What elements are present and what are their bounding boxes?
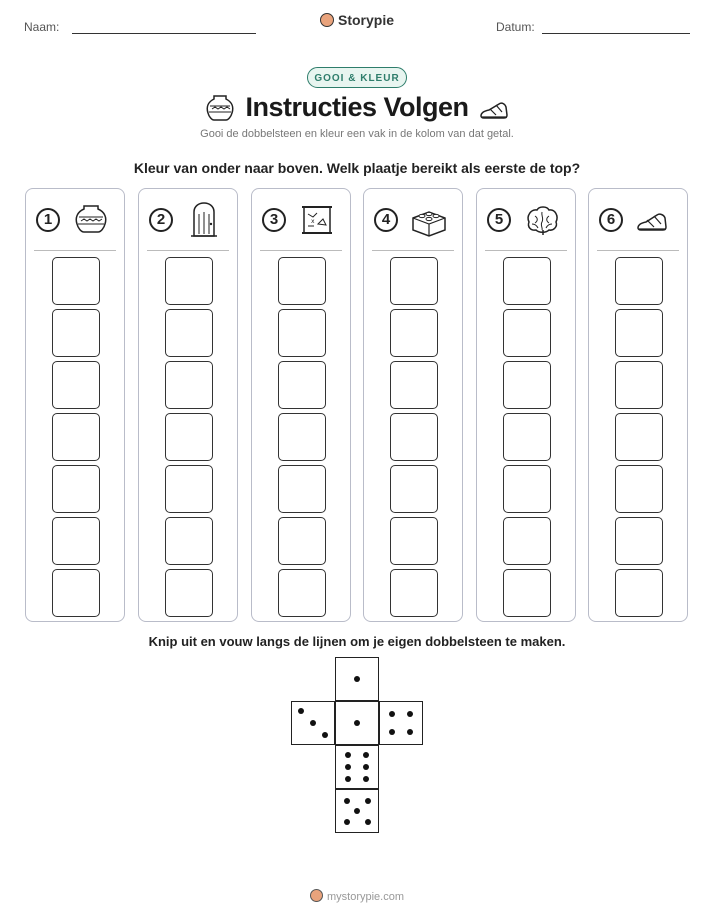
color-cell[interactable] xyxy=(52,413,100,461)
color-cell[interactable] xyxy=(165,465,213,513)
column-number: 5 xyxy=(487,208,511,232)
color-cell[interactable] xyxy=(52,361,100,409)
die-pip xyxy=(345,776,351,782)
page-title: Instructies Volgen xyxy=(245,92,469,122)
column-divider xyxy=(260,250,342,251)
color-cell[interactable] xyxy=(278,517,326,565)
storypie-logo-icon xyxy=(310,889,323,902)
color-cell[interactable] xyxy=(390,309,438,357)
color-cell[interactable] xyxy=(278,257,326,305)
color-cell[interactable] xyxy=(390,465,438,513)
color-cell[interactable] xyxy=(503,361,551,409)
column-divider xyxy=(372,250,454,251)
die-pip xyxy=(322,732,328,738)
column-number: 6 xyxy=(599,208,623,232)
sandal-icon xyxy=(478,92,510,124)
column-number: 2 xyxy=(149,208,173,232)
die-pip xyxy=(363,776,369,782)
color-cell[interactable] xyxy=(165,569,213,617)
lego-brick-icon xyxy=(410,202,448,238)
die-pip xyxy=(354,676,360,682)
date-field-line[interactable] xyxy=(542,33,690,34)
brain-icon xyxy=(523,202,561,238)
sandal-icon xyxy=(635,202,673,238)
color-cell[interactable] xyxy=(615,361,663,409)
column-divider xyxy=(485,250,567,251)
color-cell[interactable] xyxy=(165,517,213,565)
die-pip xyxy=(310,720,316,726)
map-icon xyxy=(298,202,336,238)
die-face-4 xyxy=(379,701,423,745)
die-face-1 xyxy=(335,701,379,745)
die-pip xyxy=(365,798,371,804)
die-pip xyxy=(407,729,413,735)
column-number: 1 xyxy=(36,208,60,232)
subtitle: Gooi de dobbelsteen en kleur een vak in de kolom van dat getal. xyxy=(200,128,514,140)
die-pip xyxy=(389,711,395,717)
color-cell[interactable] xyxy=(503,257,551,305)
die-face-5 xyxy=(335,789,379,833)
column-4 xyxy=(363,188,463,622)
color-cell[interactable] xyxy=(503,569,551,617)
color-cell[interactable] xyxy=(390,257,438,305)
date-label: Datum: xyxy=(496,20,535,34)
column-3 xyxy=(251,188,351,622)
brand-name: Storypie xyxy=(337,12,394,28)
footer-url[interactable]: mystorypie.com xyxy=(326,891,405,903)
die-face-1 xyxy=(335,657,379,701)
color-cell[interactable] xyxy=(503,413,551,461)
color-cell[interactable] xyxy=(165,309,213,357)
color-cell[interactable] xyxy=(278,309,326,357)
die-pip xyxy=(298,708,304,714)
die-pip xyxy=(354,808,360,814)
vase-icon xyxy=(72,202,110,238)
storypie-logo-icon xyxy=(320,13,334,27)
color-cell[interactable] xyxy=(278,569,326,617)
color-cell[interactable] xyxy=(390,517,438,565)
color-cell[interactable] xyxy=(52,465,100,513)
color-cell[interactable] xyxy=(615,517,663,565)
die-pip xyxy=(363,764,369,770)
color-cell[interactable] xyxy=(52,257,100,305)
color-cell[interactable] xyxy=(165,257,213,305)
category-badge: GOOI & KLEUR xyxy=(307,67,407,88)
color-cell[interactable] xyxy=(278,413,326,461)
name-field-line[interactable] xyxy=(72,33,256,34)
die-pip xyxy=(365,819,371,825)
color-cell[interactable] xyxy=(278,465,326,513)
question: Kleur van onder naar boven. Welk plaatje bereikt als eerste de top? xyxy=(133,160,581,176)
color-cell[interactable] xyxy=(390,569,438,617)
die-pip xyxy=(389,729,395,735)
cut-instruction: Knip uit en vouw langs de lijnen om je eigen dobbelsteen te maken. xyxy=(148,634,566,649)
die-pip xyxy=(344,819,350,825)
color-cell[interactable] xyxy=(390,361,438,409)
svg-text:x: x xyxy=(311,218,315,225)
die-pip xyxy=(345,764,351,770)
die-pip xyxy=(344,798,350,804)
column-divider xyxy=(34,250,116,251)
die-pip xyxy=(363,752,369,758)
die-pip xyxy=(354,720,360,726)
name-label: Naam: xyxy=(24,20,60,34)
color-cell[interactable] xyxy=(52,517,100,565)
color-cell[interactable] xyxy=(615,569,663,617)
color-cell[interactable] xyxy=(503,517,551,565)
column-1 xyxy=(25,188,125,622)
color-cell[interactable] xyxy=(615,413,663,461)
column-number: 4 xyxy=(374,208,398,232)
brand-logo xyxy=(0,12,714,28)
color-cell[interactable] xyxy=(165,361,213,409)
color-cell[interactable] xyxy=(615,465,663,513)
column-number: 3 xyxy=(262,208,286,232)
die-pip xyxy=(345,752,351,758)
column-divider xyxy=(147,250,229,251)
column-2 xyxy=(138,188,238,622)
column-5 xyxy=(476,188,576,622)
color-cell[interactable] xyxy=(615,309,663,357)
color-cell[interactable] xyxy=(390,413,438,461)
color-cell[interactable] xyxy=(52,569,100,617)
color-cell[interactable] xyxy=(52,309,100,357)
column-6 xyxy=(588,188,688,622)
column-divider xyxy=(597,250,679,251)
color-cell[interactable] xyxy=(615,257,663,305)
die-face-3 xyxy=(291,701,335,745)
door-icon xyxy=(185,202,223,238)
color-cell[interactable] xyxy=(278,361,326,409)
color-cell[interactable] xyxy=(165,413,213,461)
die-pip xyxy=(407,711,413,717)
die-face-6 xyxy=(335,745,379,789)
color-cell[interactable] xyxy=(503,465,551,513)
footer xyxy=(0,889,714,903)
color-cell[interactable] xyxy=(503,309,551,357)
